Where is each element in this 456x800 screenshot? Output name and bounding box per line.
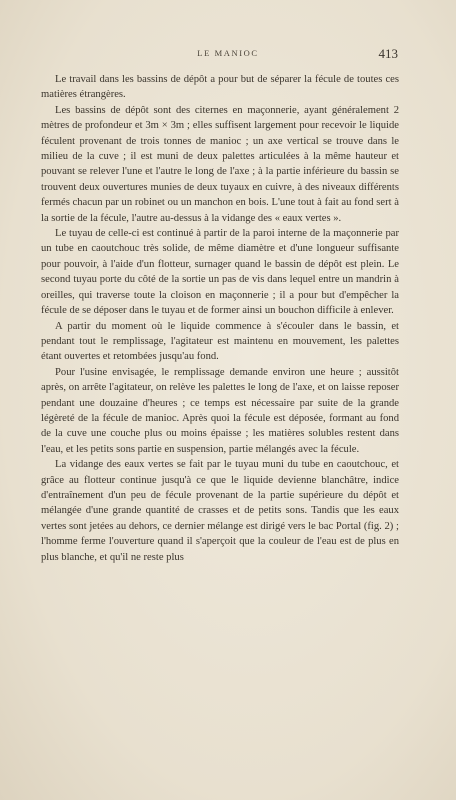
running-title: LE MANIOC (197, 48, 259, 58)
page-number: 413 (378, 46, 398, 61)
body-text (41, 72, 399, 565)
running-head (60, 48, 396, 64)
paragraph: A partir du moment où le liquide commence à s'écouler dans le bassin, et pendant tout le remplissage, l'agitateur est maintenu en mouvement, les palettes étant ouvertes et retombées jusqu'au fond. (41, 320, 399, 363)
paragraph: Les bassins de dépôt sont des citernes en maçonnerie, ayant généralement 2 mètres de profondeur et 3m × 3m ; elles suffisent largement pour recevoir le liquide féculent provenant de trois tonnes de manioc ; un axe vertical se trouve dans le milieu de la cuve ; il est muni de deux palettes articulées à la même hauteur et pouvant se relever l'une et l'autre le long de l'axe ; à la partie inférieure du bassin se trouvent deux ouvertures munies de deux tuyaux en cuivre, à des niveaux différents fermés chacun par un robinet ou un manchon en bois. L'une tout à fait au fond sert à la sortie de la fécule, l'autre au-dessus à la vidange des « eaux vertes ». (41, 104, 399, 224)
paragraph: Le travail dans les bassins de dépôt a pour but de séparer la fécule de toutes ces matières étrangères. (41, 74, 399, 101)
paragraph: Pour l'usine envisagée, le remplissage demande environ une heure ; aussitôt après, on arrête l'agitateur, on relève les palettes le long de l'axe, et on laisse reposer pendant une douzaine d'heures ; ce temps est nécessaire par suite de la grande légèreté de la fécule de manioc. Après quoi la fécule est déposée, formant au fond de la cuve une couche plus ou moins épaisse ; les matières solubles restent dans l'eau, et les petits sons partie en suspension, partie mélangés avec la fécule. (41, 366, 399, 455)
paragraph: Le tuyau de celle-ci est continué à partir de la paroi interne de la maçonnerie par un tube en caoutchouc très solide, de même diamètre et d'une longueur suffisante pour pouvoir, à l'aide d'un flotteur, surnager quand le bassin de dépôt est plein. Le second tuyau porte du côté de la sortie un pas de vis dans lequel entre un mandrin à oreilles, qui traverse toute la cloison en maçonnerie ; il a pour but d'empêcher la fécule de se déposer dans le tuyau et de former ainsi un bouchon difficile à enlever. (41, 228, 399, 317)
paragraph: La vidange des eaux vertes se fait par le tuyau muni du tube en caoutchouc, et grâce au flotteur continue jusqu'à ce que le liquide devienne blanchâtre, indice d'entraînement d'un peu de fécule provenant de la partie supérieure du dépôt et mélangée d'une grande quantité de crasses et de petits sons. Tandis que les eaux vertes sont jetées au dehors, ce dernier mélange est dirigé vers le bac Portal (fig. 2) ; l'homme ferme l'ouverture quand il s'aperçoit que la couleur de l'eau est de plus en plus blanche, et qu'il ne reste plus (41, 459, 399, 563)
